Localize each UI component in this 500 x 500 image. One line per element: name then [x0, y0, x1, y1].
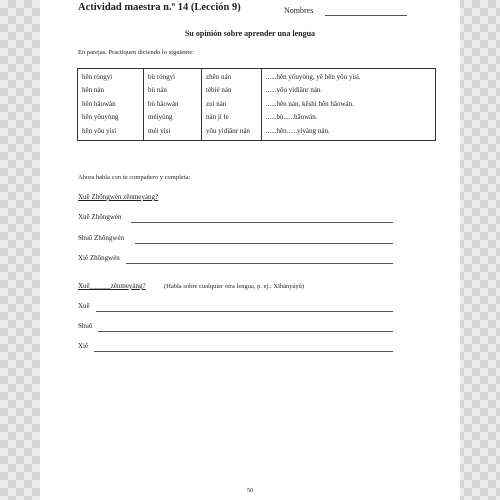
phrase: méiyòng — [148, 113, 173, 122]
phrase: bù nán — [148, 86, 167, 95]
phrase: hěn hǎowán — [82, 99, 116, 108]
table-cell — [262, 69, 436, 141]
phrase: ......hěn......yìyàng nán. — [266, 126, 330, 135]
prompt-label: Xuē Zhōngwén — [78, 213, 122, 221]
phrase: bù hǎowán — [148, 99, 179, 108]
phrase: zuì nán — [206, 99, 227, 108]
phrase: tèbié nán — [206, 86, 232, 95]
table-cell — [78, 69, 144, 141]
prompt-label: Xiě — [78, 342, 89, 350]
phrase: hěn yǒuyòng — [82, 113, 119, 122]
page-number: 50 — [247, 488, 253, 494]
names-label: Nombres — [284, 6, 314, 15]
phrase: hěn nán — [82, 86, 104, 95]
phrase-table — [77, 68, 436, 141]
phrase: ......yǒu yìdiǎnr nán. — [266, 86, 323, 95]
phrase: yǒu yìdiǎnr nán — [206, 126, 250, 135]
prompt-label: Xuē — [78, 302, 90, 310]
worksheet-title: Actividad maestra n.º 14 (Lección 9) — [78, 2, 241, 13]
instruction-pairs: En parejas. Practiquen diciendo lo siguiente: — [78, 49, 194, 56]
section2-heading: Xuē______zěnmeyàng? — [78, 282, 146, 290]
phrase: bù róngyì — [148, 73, 176, 81]
phrase: nán jí le — [206, 113, 229, 122]
worksheet-page — [40, 0, 460, 500]
answer-line[interactable] — [94, 351, 393, 352]
phrase: ......bù......hǎowán. — [266, 113, 318, 122]
phrase: hěn yǒu yìsi — [82, 126, 117, 135]
prompt-label: Shuō Zhōngwén — [78, 234, 125, 242]
phrase: hěn róngyì — [82, 73, 113, 81]
instruction-complete: Ahora habla con tu compañero y completa: — [78, 174, 191, 181]
prompt-label: Xiě Zhōngwén — [78, 254, 120, 262]
table-cell — [202, 69, 262, 141]
answer-line[interactable] — [98, 331, 393, 332]
table-row — [78, 69, 436, 141]
section1-heading: Xuē Zhōngwén zěnmeyàng? — [78, 193, 159, 201]
section2-note: (Habla sobre cualquier otra lengua, p. ej.: Xībānyáyǔ) — [164, 283, 305, 290]
prompt-label: Shuō — [78, 322, 93, 330]
worksheet-subtitle: Su opinión sobre aprender una lengua — [184, 29, 316, 38]
phrase: ......hěn nán, kěshì hěn hǎowán. — [266, 99, 354, 108]
phrase: méi yìsi — [148, 126, 171, 135]
phrase: zhēn nán — [206, 73, 232, 81]
phrase: ......hěn yǒuyòng, yě hěn yǒu yìsi. — [266, 73, 361, 81]
answer-line[interactable] — [96, 311, 393, 312]
names-line — [325, 15, 407, 16]
table-cell — [144, 69, 202, 141]
answer-line[interactable] — [135, 243, 393, 244]
answer-line[interactable] — [131, 222, 393, 223]
answer-line[interactable] — [126, 263, 393, 264]
